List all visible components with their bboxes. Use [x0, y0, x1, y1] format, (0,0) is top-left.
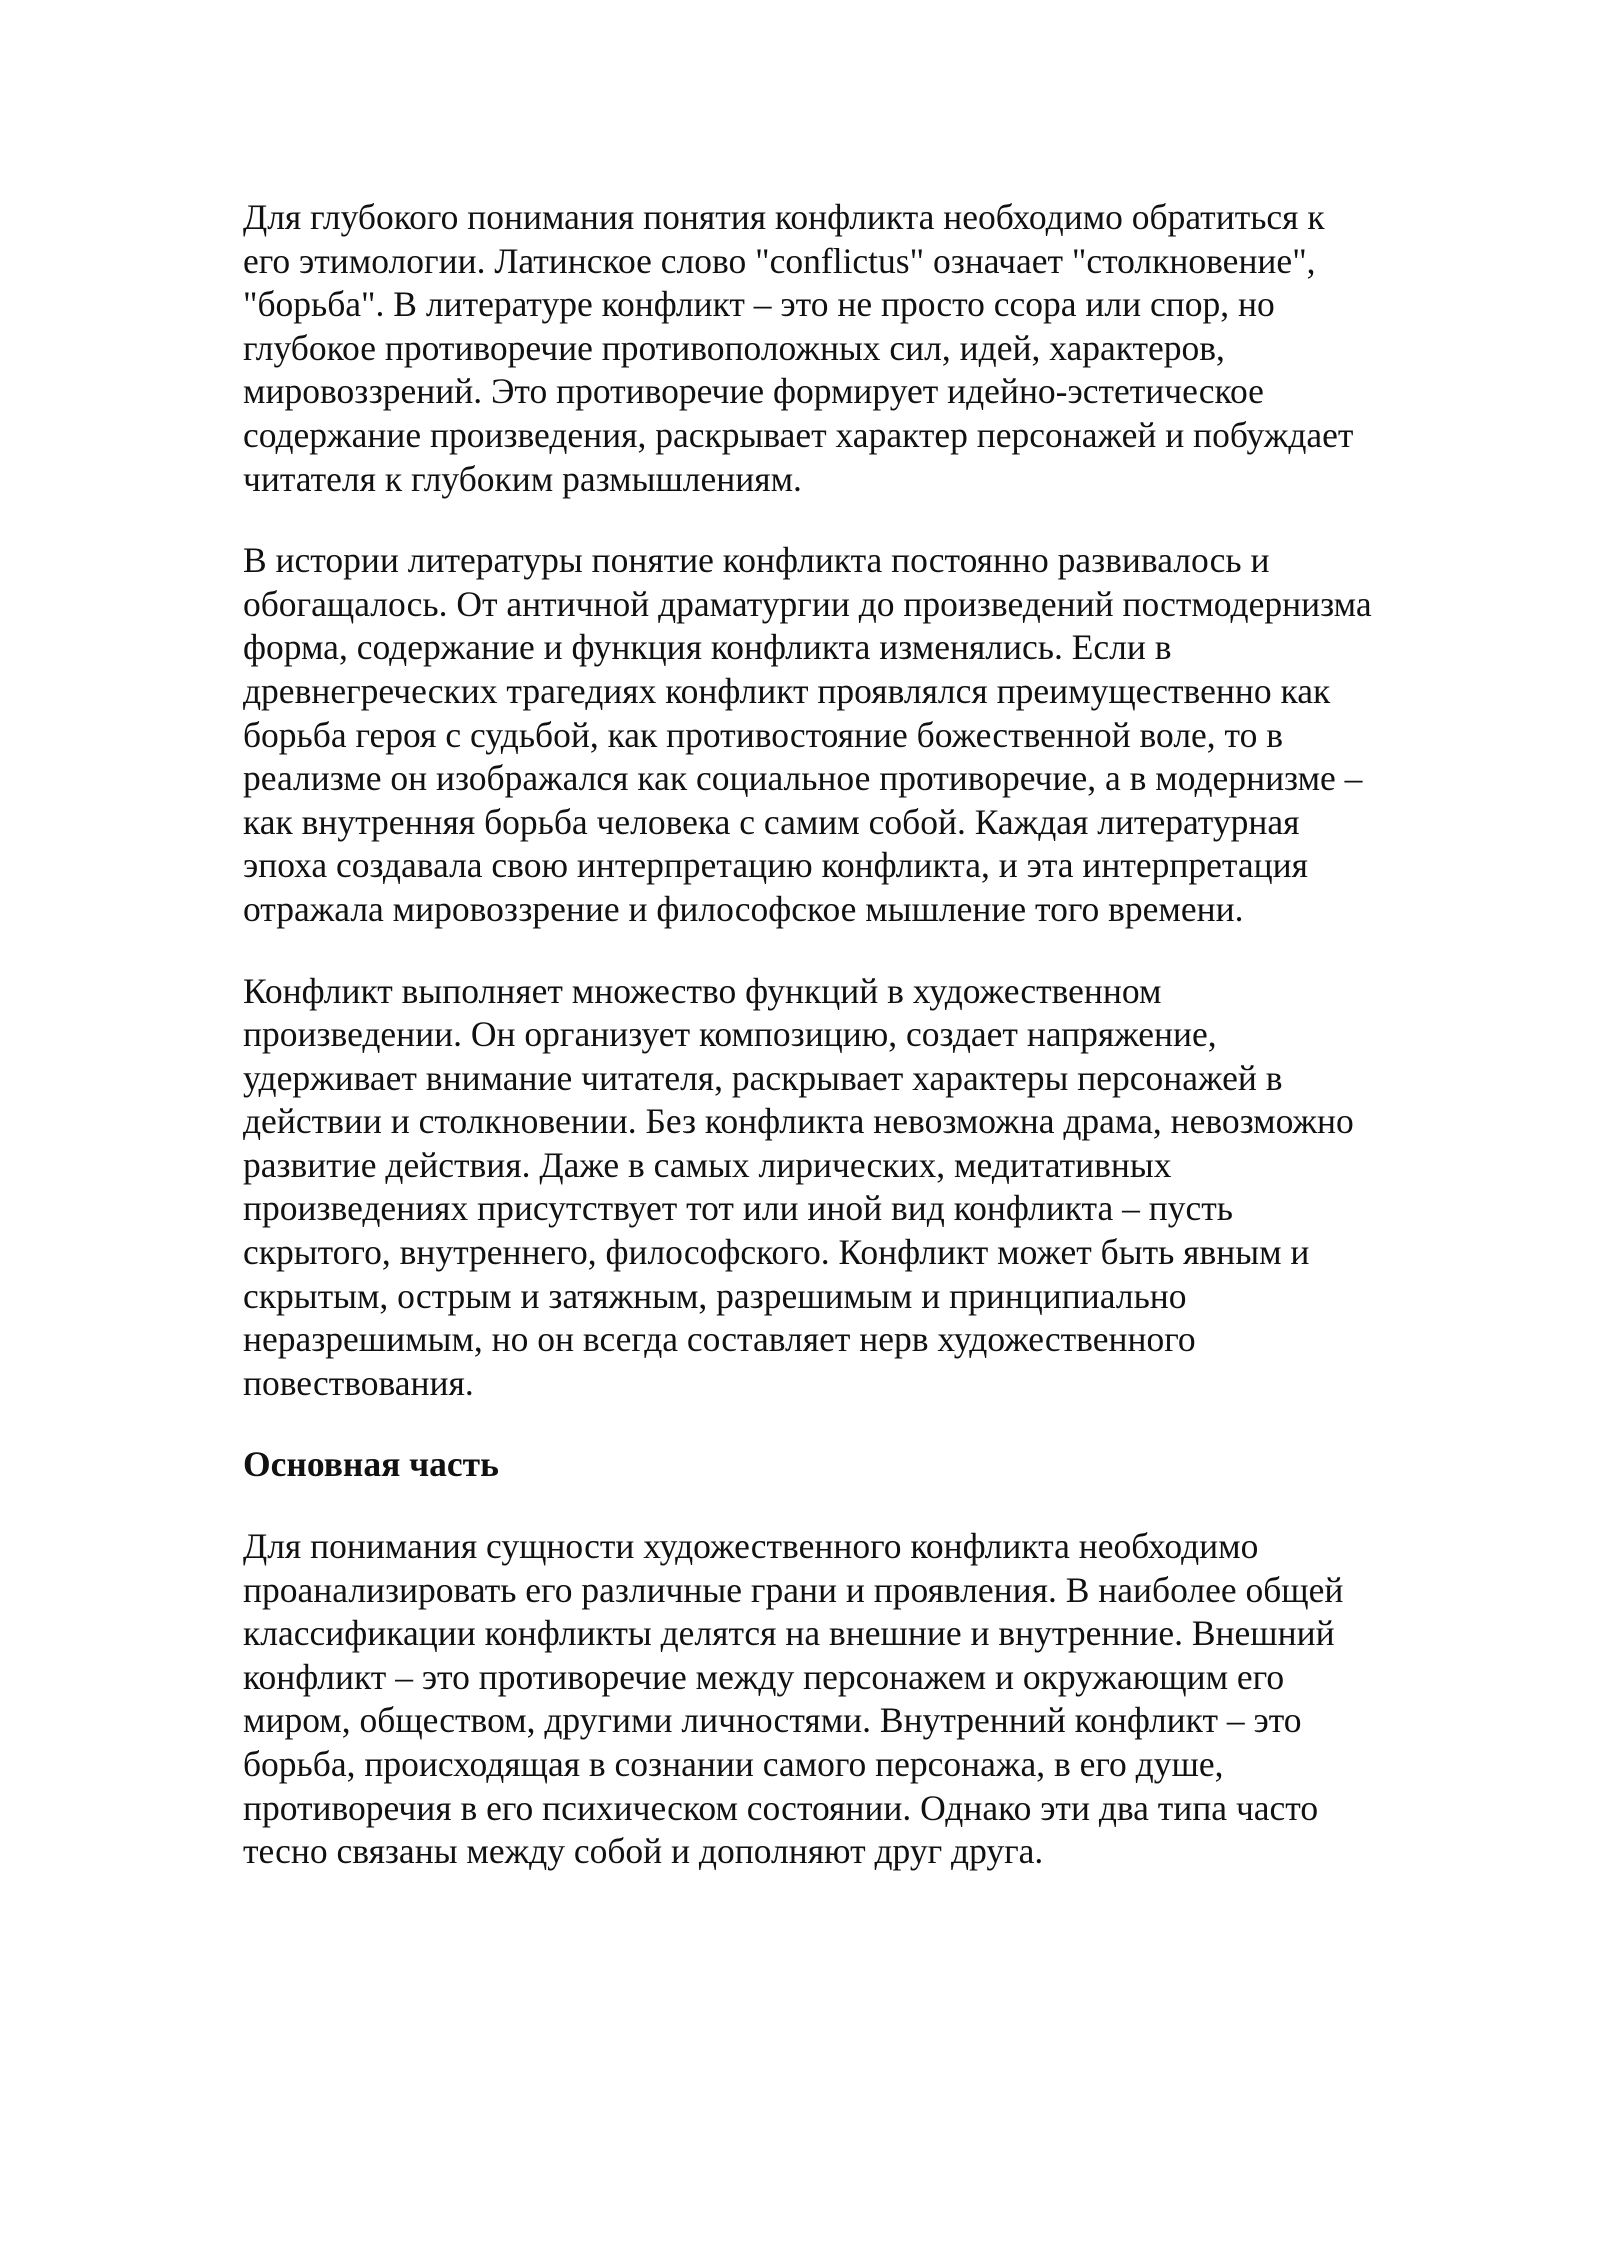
paragraph-classification: Для понимания сущности художественного конфликта необходимо проанализировать его различные грани и проявления. В наиболее общей классификации конфликты делятся на внешние и внутренние. Внешний конфликт – это противоречие между персонажем и окружающим его миром, обществом, другими личностями. Внутренний конфликт – это борьба, происходящая в сознании самого персонажа, в его душе, противоречия в его психическом состоянии. Однако эти два типа часто тесно связаны между собой и дополняют друг друга. — [243, 1526, 1344, 1872]
paragraph-functions: Конфликт выполняет множество функций в художественном произведении. Он организует композицию, создает напряжение, удерживает внимание читателя, раскрывает характеры персонажей в действии и столкновении. Без конфликта невозможна драма, невозможно развитие действия. Даже в самых лирических, медитативных произведениях присутствует тот или иной вид конфликта – пусть скрытого, внутреннего, философского. Конфликт может быть явным и скрытым, острым и затяжным, разрешимым и принципиально неразрешимым, но он всегда составляет нерв художественного повествования. — [243, 970, 1354, 1403]
paragraph-etymology: Для глубокого понимания понятия конфликта необходимо обратиться к его этимологии. Латинское слово "conflictus" означает "столкновение", "борьба". В литературе конфликт – это не просто ссора или спор, но глубокое противоречие противоположных сил, идей, характеров, мировоззрений. Это противоречие формирует идейно-эстетическое содержание произведения, раскрывает характер персонажей и побуждает читателя к глубоким размышлениям. — [243, 197, 1354, 499]
document-body — [243, 196, 1373, 1912]
section-heading: Основная часть — [243, 1444, 499, 1485]
paragraph-history: В истории литературы понятие конфликта постоянно развивалось и обогащалось. От античной драматургии до произведений постмодернизма форма, содержание и функция конфликта изменялись. Если в древнегреческих трагедиях конфликт проявлялся преимущественно как борьба героя с судьбой, как противостояние божественной воле, то в реализме он изображался как социальное противоречие, а в модернизме – как внутренняя борьба человека с самим собой. Каждая литературная эпоха создавала свою интерпретацию конфликта, и эта интерпретация отражала мировоззрение и философское мышление того времени. — [243, 540, 1372, 929]
